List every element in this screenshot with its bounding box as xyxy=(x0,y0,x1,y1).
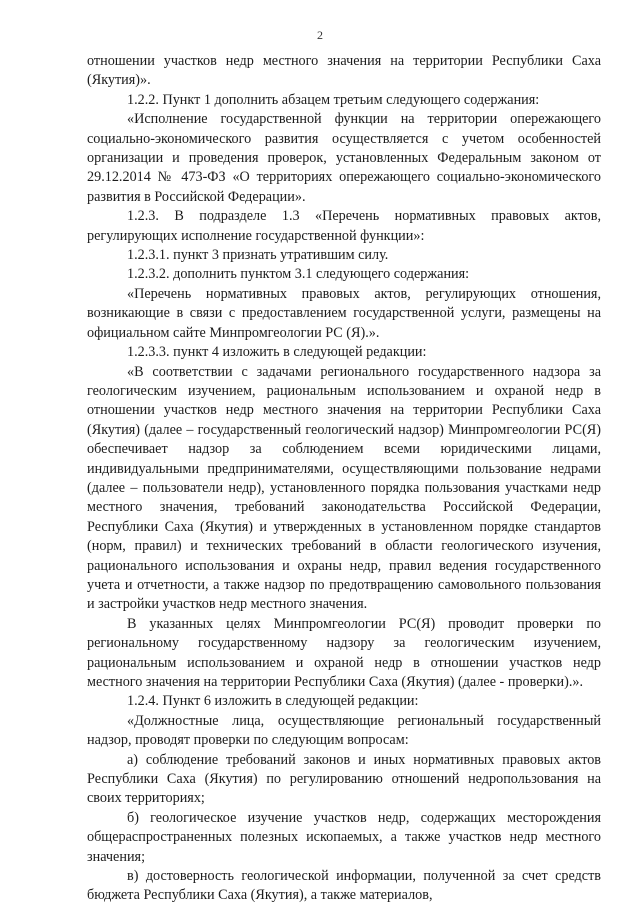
paragraph: а) соблюдение требований законов и иных нормативных правовых актов Республики Саха (Якутия) по регулированию отношений недропользования на своих территориях; xyxy=(87,751,601,807)
paragraph: отношении участков недр местного значения на территории Республики Саха (Якутия)». xyxy=(87,53,601,89)
paragraph: 1.2.3.1. пункт 3 признать утратившим силу. xyxy=(127,247,389,264)
paragraph: «В соответствии с задачами регионального государственного надзора за геологическим изучением, рациональным использованием и охраной недр в отношении участков недр местного значения на территории Республики Саха (Якутия) (далее – государственный геологический надзор) Минпромгеологии РС(Я) обеспечивает надзор за соблюдением всеми юридическими лицами, индивидуальными предпринимателями, осуществляющими пользование недрами (далее – пользователи недр), установленного порядка пользования участками недр местного значения, требований законодательства Российской Федерации, Республики Саха (Якутия) и утвержденных в установленном порядке стандартов (норм, правил) и технических требований в области геологического изучения, рационального использования и охраны недр, правил ведения государственного учета и отчетности, а также надзор по предотвращению самовольного пользования и застройки участков недр местного значения. xyxy=(87,363,601,613)
paragraph: б) геологическое изучение участков недр, содержащих месторождения общераспространенных полезных ископаемых, а также участков недр местного значения; xyxy=(87,809,601,865)
paragraph: 1.2.2. Пункт 1 дополнить абзацем третьим следующего содержания: xyxy=(127,91,540,108)
paragraph: В указанных целях Минпромгеологии РС(Я) проводит проверки по региональному государственному надзору за геологическим изучением, рациональным использованием и охраной недр в отношении участков недр местного значения на территории Республики Саха (Якутия) (далее - проверки).». xyxy=(87,615,601,690)
document-body xyxy=(87,52,601,906)
paragraph: 1.2.4. Пункт 6 изложить в следующей редакции: xyxy=(127,693,419,710)
paragraph: 1.2.3.2. дополнить пунктом 3.1 следующего содержания: xyxy=(127,266,470,283)
paragraph: в) достоверность геологической информации, полученной за счет средств бюджета Республики Саха (Якутия), а также материалов, xyxy=(87,868,601,904)
paragraph: «Перечень нормативных правовых актов, регулирующих отношения, возникающие в связи с предоставлением государственной услуги, размещены на официальном сайте Минпромгеологии РС (Я).». xyxy=(87,285,601,341)
page-number: 2 xyxy=(317,28,323,42)
paragraph: «Должностные лица, осуществляющие региональный государственный надзор, проводят проверки по следующим вопросам: xyxy=(87,712,601,749)
paragraph: 1.2.3. В подразделе 1.3 «Перечень нормативных правовых актов, регулирующих исполнение государственной функции»: xyxy=(87,208,601,244)
paragraph: 1.2.3.3. пункт 4 изложить в следующей редакции: xyxy=(127,344,427,361)
paragraph: «Исполнение государственной функции на территории опережающего социально-экономического развития осуществляется с учетом особенностей организации и проведения проверок, установленных Федеральным законом от 29.12.2014 № 473-ФЗ «О территориях опережающего социально-экономического развития в Российской Федерации». xyxy=(87,111,601,205)
